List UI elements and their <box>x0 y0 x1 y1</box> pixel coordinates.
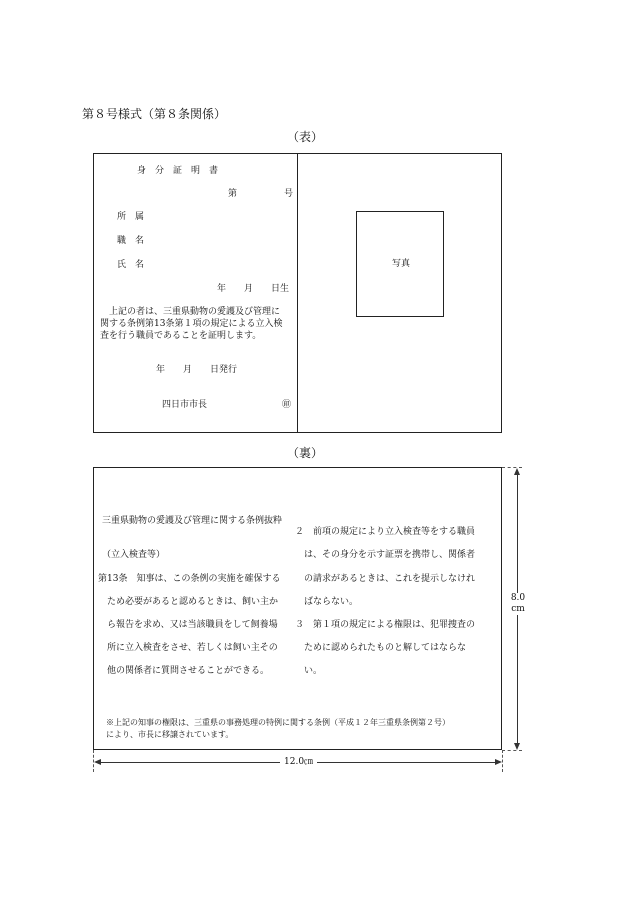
number-suffix: 号 <box>284 189 294 199</box>
width-dimension-label: 12.0㎝ <box>280 756 317 768</box>
card-divider <box>297 154 298 432</box>
article-line: ２ 前項の規定により立入検査等をする職員 <box>295 527 476 537</box>
article-line: ら報告を求め、又は当該職員をして飼養場 <box>98 620 278 630</box>
article-line: ３ 第１項の規定による権限は、犯罪捜査の <box>295 620 476 630</box>
certification-line: 関する条例第13条第１項の規定による立入検 <box>100 319 283 329</box>
photo-box <box>356 211 444 317</box>
front-side-label: （表） <box>287 130 324 144</box>
article-line: 第13条 知事は、この条例の実施を確保する <box>98 574 281 584</box>
article-line: 所に立入検査をさせ、若しくは飼い主その <box>98 643 278 653</box>
article-line: ばならない。 <box>295 597 359 607</box>
certification-line: 査を行う職員であることを証明します。 <box>100 331 262 341</box>
certification-line: 上記の者は、三重県動物の愛護及び管理に <box>100 307 281 317</box>
photo-label: 写真 <box>392 259 411 269</box>
article-line: は、その身分を示す証票を携帯し、関係者 <box>295 550 476 560</box>
article-line: ために認められたものと解してはならな <box>295 643 467 653</box>
arrow-right-icon <box>495 759 502 765</box>
issuer-name: 四日市市長 <box>162 400 208 410</box>
delegation-note: により、市長に移譲されています。 <box>106 730 234 739</box>
id-card-front <box>93 153 502 433</box>
id-card-back <box>93 467 502 750</box>
name-label: 氏 名 <box>117 260 145 270</box>
arrow-up-icon <box>514 468 520 475</box>
issue-date: 年 月 日発行 <box>156 365 238 375</box>
card-title: 身 分 証 明 書 <box>137 166 219 176</box>
ordinance-heading: 三重県動物の愛護及び管理に関する条例抜粋 <box>102 516 283 526</box>
dimension-guide <box>502 750 503 772</box>
arrow-left-icon <box>94 759 101 765</box>
dimension-guide <box>502 750 522 751</box>
section-heading: （立入検査等） <box>102 550 166 560</box>
birth-date: 年 月 日生 <box>217 284 290 294</box>
article-line: ため必要があると認めるときは、飼い主か <box>98 597 279 607</box>
position-label: 職 名 <box>117 236 145 246</box>
height-value: 8.0 <box>510 593 526 603</box>
article-line: の請求があるときは、これを提示しなけれ <box>295 574 476 584</box>
height-dimension-label <box>506 593 530 615</box>
affiliation-label: 所 属 <box>117 212 145 222</box>
article-line: い。 <box>295 666 323 676</box>
height-unit: cm <box>511 604 525 614</box>
form-title: 第８号様式（第８条関係） <box>82 107 227 121</box>
back-side-label: （裏） <box>287 446 324 460</box>
arrow-down-icon <box>514 743 520 750</box>
delegation-note: ※上記の知事の権限は、三重県の事務処理の特例に関する条例（平成１２年三重県条例第２号） <box>106 718 450 727</box>
article-line: 他の関係者に質問させることができる。 <box>98 666 270 676</box>
number-prefix: 第 <box>228 189 238 199</box>
seal-mark: ㊞ <box>282 400 292 410</box>
